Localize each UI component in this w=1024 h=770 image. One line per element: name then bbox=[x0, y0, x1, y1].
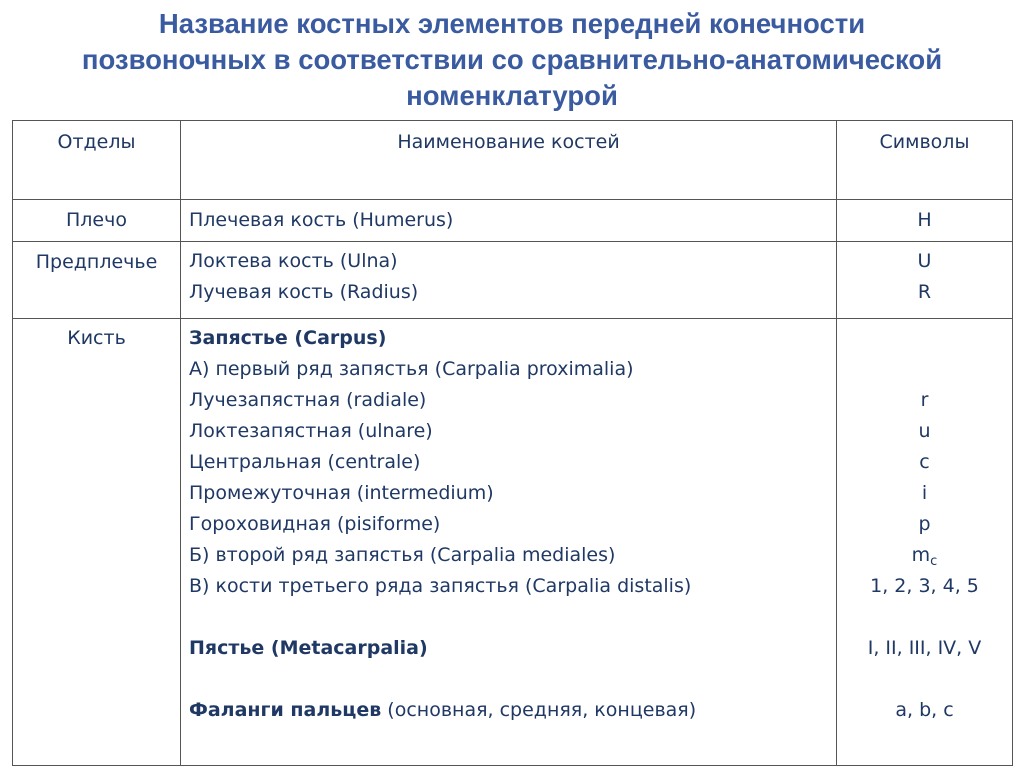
symbol-intermedium: i bbox=[921, 482, 928, 504]
symbol-radius: R bbox=[917, 281, 932, 303]
bone-radiale: Лучезапястная (radiale) bbox=[189, 389, 427, 411]
section-shoulder: Плечо bbox=[66, 209, 127, 231]
table-row-forearm bbox=[13, 242, 1013, 319]
table-header-row bbox=[13, 121, 1013, 200]
phalanges-detail: (основная, средняя, концевая) bbox=[381, 699, 697, 721]
title-line-3: номенклатурой bbox=[406, 80, 618, 111]
symbol-mediales bbox=[837, 540, 1012, 571]
symbol-distalis: 1, 2, 3, 4, 5 bbox=[870, 575, 979, 597]
table-row-hand bbox=[13, 319, 1013, 766]
symbol-radiale: r bbox=[920, 389, 929, 411]
symbol-phalanges: a, b, c bbox=[895, 699, 954, 721]
carpus-row-1: А) первый ряд запястья (Carpalia proximalia) bbox=[189, 358, 634, 380]
symbols-cell bbox=[837, 242, 1013, 319]
section-forearm: Предплечье bbox=[35, 251, 158, 273]
bone-radius: Лучевая кость (Radius) bbox=[189, 281, 419, 303]
bone-pisiforme: Гороховидная (pisiforme) bbox=[189, 513, 441, 535]
page-title bbox=[0, 6, 1024, 114]
header-symbol: Символы bbox=[879, 131, 970, 153]
bone-humerus: Плечевая кость (Humerus) bbox=[189, 209, 454, 231]
carpus-row-2: Б) второй ряд запястья (Carpalia mediales) bbox=[189, 544, 616, 566]
phalanges-title: Фаланги пальцев bbox=[189, 699, 382, 721]
bone-centrale: Центральная (centrale) bbox=[189, 451, 421, 473]
symbol-mediales-sub: c bbox=[930, 554, 938, 569]
symbol-metacarpalia: I, II, III, IV, V bbox=[867, 637, 982, 659]
header-name: Наименование костей bbox=[397, 131, 620, 153]
header-name-cell bbox=[181, 121, 837, 200]
carpus-title: Запястье (Carpus) bbox=[189, 327, 387, 349]
section-cell bbox=[13, 200, 181, 242]
symbol-centrale: c bbox=[919, 451, 930, 473]
title-line-2: позвоночных в соответствии со сравнительно-анатомической bbox=[81, 44, 943, 75]
symbols-cell bbox=[837, 319, 1013, 766]
title-line-1: Название костных элементов передней конечности bbox=[158, 8, 866, 39]
bones-table bbox=[12, 120, 1013, 766]
symbol-mediales-base: m bbox=[911, 544, 931, 566]
metacarpus-title: Пястье (Metacarpalia) bbox=[189, 637, 428, 659]
header-section-cell bbox=[13, 121, 181, 200]
section-hand: Кисть bbox=[67, 327, 126, 349]
bones-cell bbox=[181, 319, 837, 766]
header-section: Отделы bbox=[57, 131, 136, 153]
header-symbol-cell bbox=[837, 121, 1013, 200]
carpus-row-3: В) кости третьего ряда запястья (Carpalia distalis) bbox=[189, 575, 692, 597]
phalanges-line bbox=[189, 695, 836, 726]
bones-cell bbox=[181, 242, 837, 319]
symbol-ulna: U bbox=[917, 250, 932, 272]
bones-cell bbox=[181, 200, 837, 242]
bone-ulnare: Локтезапястная (ulnare) bbox=[189, 420, 433, 442]
table-row-shoulder bbox=[13, 200, 1013, 242]
bone-ulna: Локтева кость (Ulna) bbox=[189, 250, 398, 272]
symbols-cell bbox=[837, 200, 1013, 242]
section-cell bbox=[13, 319, 181, 766]
bone-intermedium: Промежуточная (intermedium) bbox=[189, 482, 494, 504]
section-cell bbox=[13, 242, 181, 319]
symbol-pisiforme: p bbox=[918, 513, 931, 535]
symbol-humerus: H bbox=[917, 209, 932, 231]
symbol-ulnare: u bbox=[918, 420, 931, 442]
